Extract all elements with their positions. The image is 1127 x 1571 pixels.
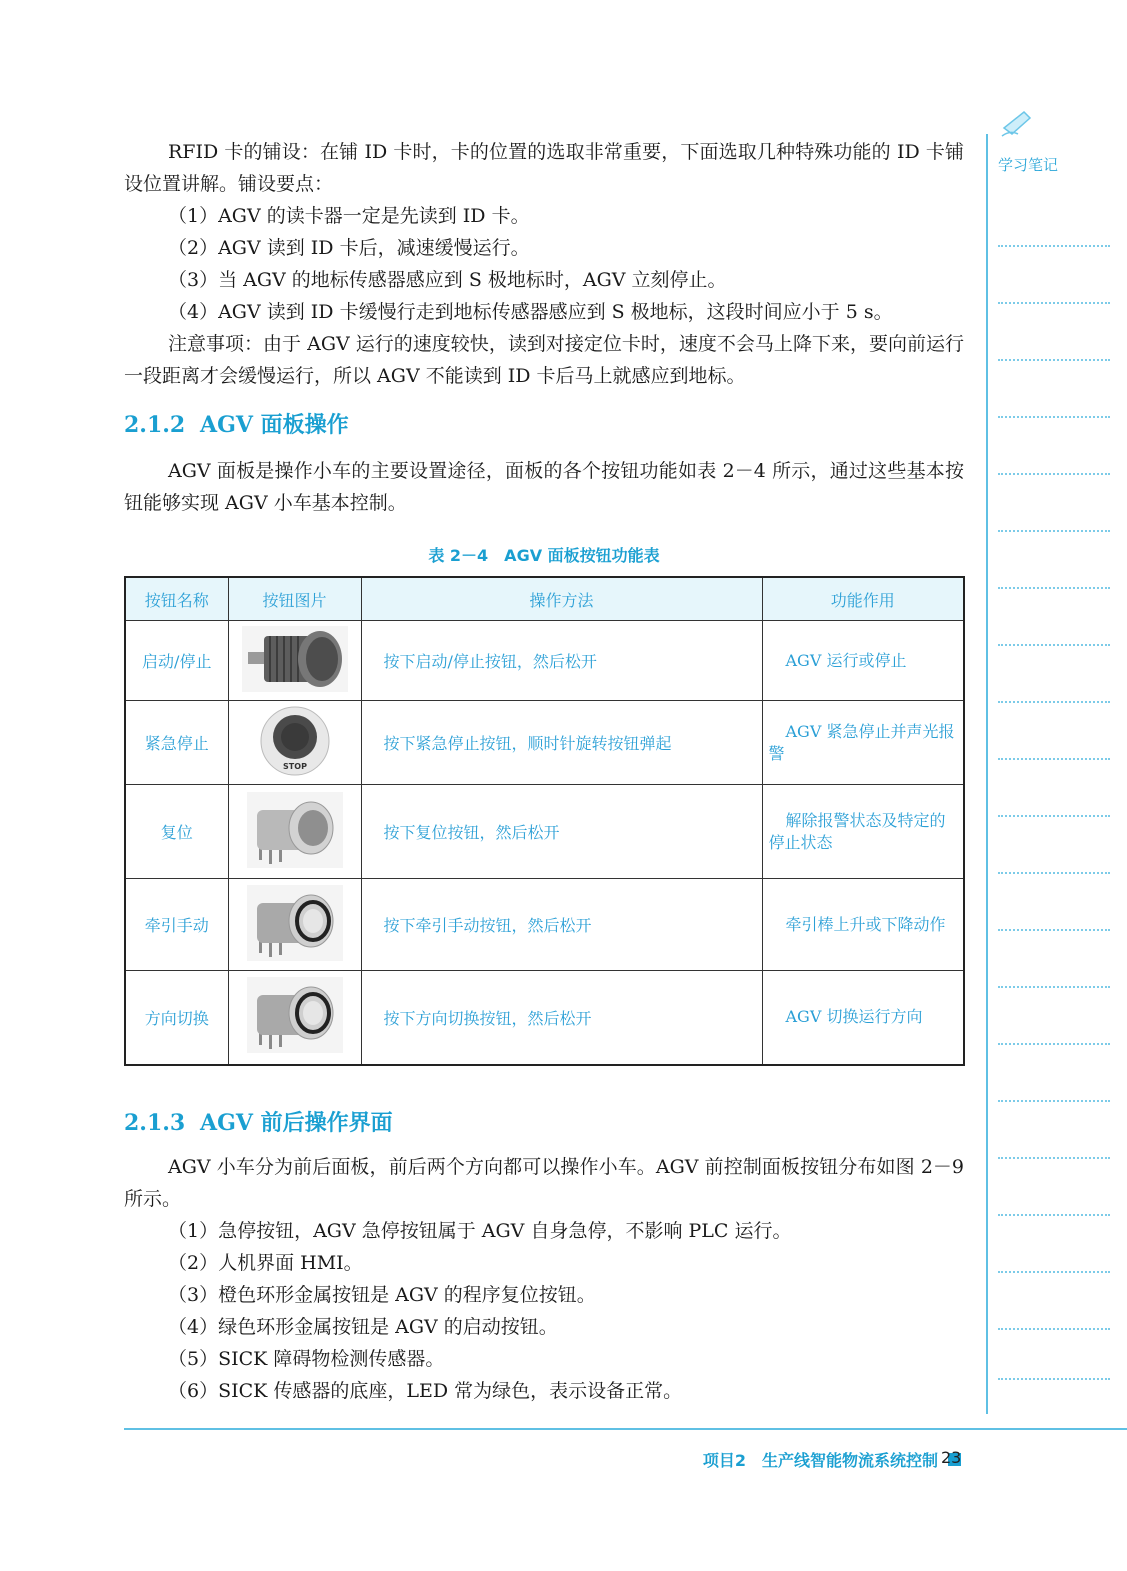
table-row bbox=[125, 879, 964, 971]
list-item: （1）急停按钮，AGV 急停按钮属于 AGV 自身急停，不影响 PLC 运行。 bbox=[168, 1219, 792, 1242]
button-function-table bbox=[124, 576, 965, 1066]
metal-pushbutton-icon bbox=[247, 792, 343, 868]
column-header: 按钮名称 bbox=[125, 577, 228, 621]
paragraph-rfid: RFID 卡的铺设：在铺 ID 卡时，卡的位置的选取非常重要，下面选取几种特殊功能的 ID 卡铺设位置讲解。铺设要点： bbox=[124, 141, 964, 195]
section-heading-2-1-2 bbox=[124, 408, 964, 439]
operation-method-cell: 按下方向切换按钮，然后松开 bbox=[361, 971, 762, 1065]
column-header: 按钮图片 bbox=[228, 577, 361, 621]
note-line bbox=[998, 587, 1110, 589]
pen-notes-icon bbox=[1000, 108, 1034, 138]
chapter-title: 项目2 生产线智能物流系统控制 bbox=[702, 1451, 938, 1470]
function-cell bbox=[762, 879, 964, 971]
section-title: AGV 面板操作 bbox=[200, 412, 349, 438]
note-line bbox=[998, 872, 1110, 874]
function-text: AGV 运行或停止 bbox=[785, 650, 907, 670]
paragraph-panel: AGV 面板是操作小车的主要设置途径，面板的各个按钮功能如表 2－4 所示，通过这些基本按钮能够实现 AGV 小车基本控制。 bbox=[124, 460, 964, 514]
note-line bbox=[998, 1157, 1110, 1159]
operation-method-cell: 按下牵引手动按钮，然后松开 bbox=[361, 879, 762, 971]
button-picture-cell bbox=[228, 621, 361, 701]
emergency-stop-icon bbox=[255, 705, 335, 777]
list-item: （4）AGV 读到 ID 卡缓慢行走到地标传感器感应到 S 极地标，这段时间应小于 5 s。 bbox=[168, 301, 893, 323]
button-name-cell: 启动/停止 bbox=[125, 621, 228, 701]
note-line bbox=[998, 473, 1110, 475]
function-text: AGV 紧急停止并声光报警 bbox=[768, 721, 955, 763]
note-line bbox=[998, 929, 1110, 931]
button-picture-cell bbox=[228, 971, 361, 1065]
paragraph-note: 注意事项：由于 AGV 运行的速度较快，读到对接定位卡时，速度不会马上降下来，要向前运行一段距离才会缓慢运行，所以 AGV 不能读到 ID 卡后马上就感应到地标。 bbox=[124, 333, 964, 387]
operation-method-cell: 按下启动/停止按钮，然后松开 bbox=[361, 621, 762, 701]
list-item: （6）SICK 传感器的底座，LED 常为绿色，表示设备正常。 bbox=[168, 1379, 683, 1402]
list-item: （4）绿色环形金属按钮是 AGV 的启动按钮。 bbox=[168, 1315, 558, 1338]
note-line bbox=[998, 1328, 1110, 1330]
note-line bbox=[998, 1100, 1110, 1102]
operation-method-cell: 按下复位按钮，然后松开 bbox=[361, 785, 762, 879]
note-line bbox=[998, 1271, 1110, 1273]
table-row bbox=[125, 621, 964, 701]
list-item: （5）SICK 障碍物检测传感器。 bbox=[168, 1347, 445, 1370]
function-cell bbox=[762, 971, 964, 1065]
stop-label: STOP bbox=[282, 761, 307, 771]
note-line bbox=[998, 701, 1110, 703]
section-number: 2.1.3 bbox=[124, 1109, 186, 1136]
note-line bbox=[998, 245, 1110, 247]
running-footer bbox=[703, 1448, 961, 1471]
list-item: （2）人机界面 HMI。 bbox=[168, 1251, 363, 1274]
button-picture-cell bbox=[228, 785, 361, 879]
paragraph-front-rear: AGV 小车分为前后面板，前后两个方向都可以操作小车。AGV 前控制面板按钮分布如图 2－9 所示。 bbox=[124, 1155, 964, 1210]
note-line bbox=[998, 359, 1110, 361]
note-line bbox=[998, 986, 1110, 988]
cylinder-button-icon bbox=[242, 626, 348, 692]
ring-pushbutton-icon bbox=[247, 977, 343, 1053]
operation-method-cell: 按下紧急停止按钮，顺时针旋转按钮弹起 bbox=[361, 701, 762, 785]
note-line bbox=[998, 815, 1110, 817]
note-line bbox=[998, 758, 1110, 760]
ring-pushbutton-icon bbox=[247, 885, 343, 961]
table-row bbox=[125, 785, 964, 879]
note-line bbox=[998, 1043, 1110, 1045]
button-name-cell: 方向切换 bbox=[125, 971, 228, 1065]
section-heading-2-1-3 bbox=[124, 1106, 964, 1137]
note-line bbox=[998, 416, 1110, 418]
table-header-row bbox=[125, 577, 964, 621]
notes-title: 学习笔记 bbox=[998, 156, 1059, 174]
list-item: （3）当 AGV 的地标传感器感应到 S 极地标时，AGV 立刻停止。 bbox=[168, 269, 727, 291]
button-picture-cell bbox=[228, 879, 361, 971]
note-line bbox=[998, 302, 1110, 304]
note-line bbox=[998, 1214, 1110, 1216]
table-caption: 表 2－4 AGV 面板按钮功能表 bbox=[428, 546, 660, 565]
page-number: 23 bbox=[941, 1448, 962, 1467]
note-line bbox=[998, 644, 1110, 646]
button-picture-cell bbox=[228, 701, 361, 785]
function-cell bbox=[762, 785, 964, 879]
list-item: （3）橙色环形金属按钮是 AGV 的程序复位按钮。 bbox=[168, 1283, 596, 1306]
button-name-cell: 复位 bbox=[125, 785, 228, 879]
section-number: 2.1.2 bbox=[124, 412, 186, 438]
footer-rule bbox=[124, 1428, 1127, 1430]
list-item: （2）AGV 读到 ID 卡后，减速缓慢运行。 bbox=[168, 237, 530, 259]
list-item: （1）AGV 的读卡器一定是先读到 ID 卡。 bbox=[168, 205, 530, 227]
column-header: 操作方法 bbox=[361, 577, 762, 621]
function-cell bbox=[762, 701, 964, 785]
section-title: AGV 前后操作界面 bbox=[200, 1109, 393, 1136]
column-header: 功能作用 bbox=[762, 577, 964, 621]
function-cell bbox=[762, 621, 964, 701]
note-line bbox=[998, 530, 1110, 532]
main-content bbox=[124, 136, 964, 1407]
notes-divider bbox=[986, 134, 988, 1414]
note-line bbox=[998, 1378, 1110, 1380]
button-name-cell: 紧急停止 bbox=[125, 701, 228, 785]
study-notes-column bbox=[986, 100, 1127, 1415]
button-name-cell: 牵引手动 bbox=[125, 879, 228, 971]
function-text: AGV 切换运行方向 bbox=[785, 1007, 923, 1027]
function-text: 牵引棒上升或下降动作 bbox=[785, 914, 946, 934]
function-text: 解除报警状态及特定的停止状态 bbox=[768, 810, 946, 852]
table-row bbox=[125, 701, 964, 785]
table-row bbox=[125, 971, 964, 1065]
